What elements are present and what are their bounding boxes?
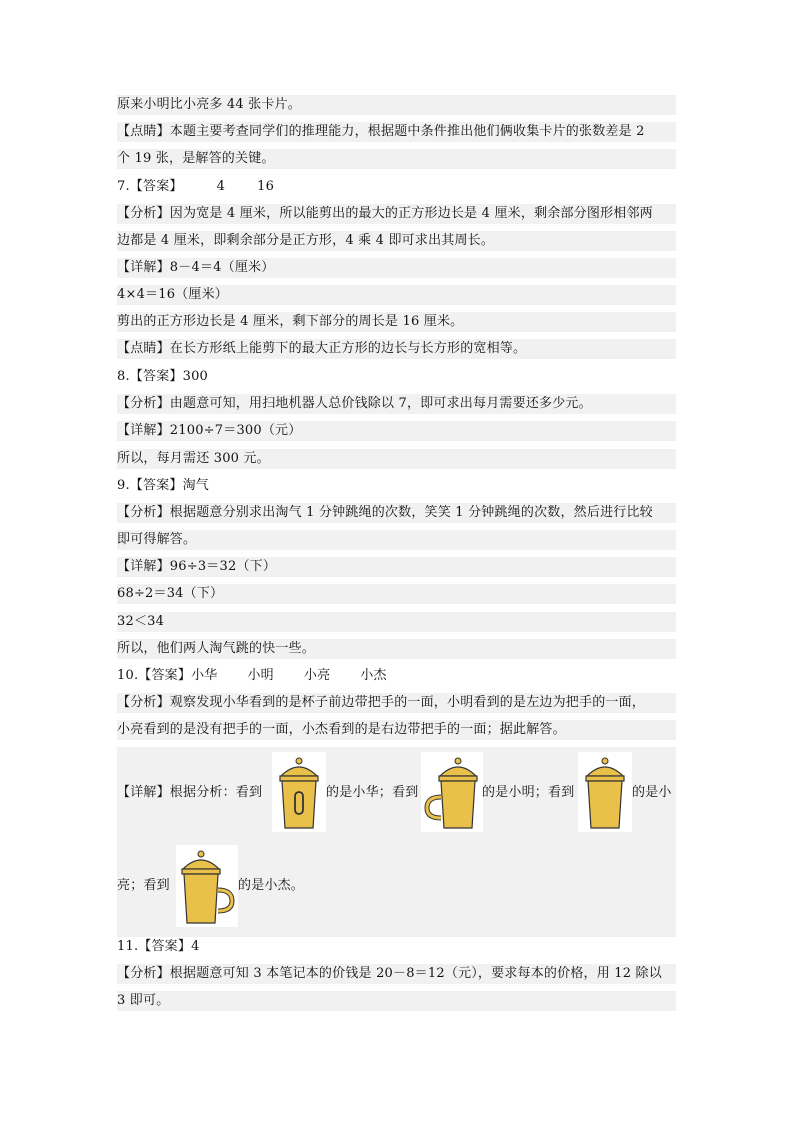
text-line: 【点睛】本题主要考查同学们的推理能力，根据题中条件推出他们俩收集卡片的张数差是 2: [117, 122, 676, 142]
detail-text: 【详解】根据分析：看到: [117, 785, 263, 800]
detail-text: 的是小明；看到: [482, 785, 575, 800]
answer-line-q9: 9.【答案】淘气: [117, 478, 210, 493]
text-line: 【详解】96÷3＝32（下）: [117, 557, 676, 577]
text-line: 【分析】观察发现小华看到的是杯子前边带把手的一面，小明看到的是左边为把手的一面，: [117, 693, 676, 713]
text-line: 4×4＝16（厘米）: [117, 285, 676, 305]
detail-text: 的是小杰。: [238, 878, 305, 893]
text-line: 【分析】因为宽是 4 厘米，所以能剪出的最大的正方形边长是 4 厘米，剩余部分图形相邻两: [117, 204, 676, 224]
text-line: 32＜34: [117, 612, 676, 632]
answer-value: 小亮: [303, 668, 331, 683]
cup-right-handle-image: [176, 845, 238, 927]
text-line: 个 19 张，是解答的关键。: [117, 149, 676, 169]
detail-text: 亮；看到: [117, 878, 170, 893]
text-line: 边都是 4 厘米，即剩余部分是正方形，4 乘 4 即可求出其周长。: [117, 231, 676, 251]
text-line: 68÷2＝34（下）: [117, 584, 676, 604]
text-line: 【详解】2100÷7＝300（元）: [117, 421, 676, 441]
text-line: 所以，每月需还 300 元。: [117, 449, 676, 469]
text-line: 【详解】8－4＝4（厘米）: [117, 258, 676, 278]
answer-line-q7: [117, 177, 676, 197]
answer-line-q10: [117, 666, 676, 686]
answer-label: 7.【答案】: [117, 179, 183, 194]
text-line: 剪出的正方形边长是 4 厘米，剩下部分的周长是 16 厘米。: [117, 312, 676, 332]
cup-no-handle-image: [578, 752, 632, 832]
answer-value: 小明: [247, 668, 274, 683]
answer-value: 小杰: [360, 668, 387, 683]
text-line: 原来小明比小亮多 44 张卡片。: [117, 95, 676, 115]
text-line: 【分析】根据题意分别求出淘气 1 分钟跳绳的次数，笑笑 1 分钟跳绳的次数，然后进行比较: [117, 503, 676, 523]
answer-value: 4: [216, 179, 226, 194]
text-line: 即可得解答。: [117, 530, 676, 550]
text-line: 【点睛】在长方形纸上能剪下的最大正方形的边长与长方形的宽相等。: [117, 339, 676, 359]
cup-front-handle-image: [272, 752, 326, 832]
detail-text: 的是小华；看到: [326, 785, 419, 800]
answer-label: 10.【答案】小华: [117, 668, 218, 683]
text-line: 【分析】由题意可知，用扫地机器人总价钱除以 7，即可求出每月需要还多少元。: [117, 394, 676, 414]
answer-value: 16: [257, 179, 275, 194]
text-line: 【分析】根据题意可知 3 本笔记本的价钱是 20－8＝12（元），要求每本的价格，用 12 除以: [117, 964, 676, 984]
text-line: 所以，他们两人淘气跳的快一些。: [117, 639, 676, 659]
answer-line-q11: 11.【答案】4: [117, 939, 200, 954]
text-line: 小亮看到的是没有把手的一面，小杰看到的是右边带把手的一面；据此解答。: [117, 720, 676, 740]
detail-text: 的是小: [632, 785, 672, 800]
answer-line-q8: 8.【答案】300: [117, 369, 209, 384]
cup-left-handle-image: [421, 752, 483, 832]
text-line: 3 即可。: [117, 991, 676, 1011]
